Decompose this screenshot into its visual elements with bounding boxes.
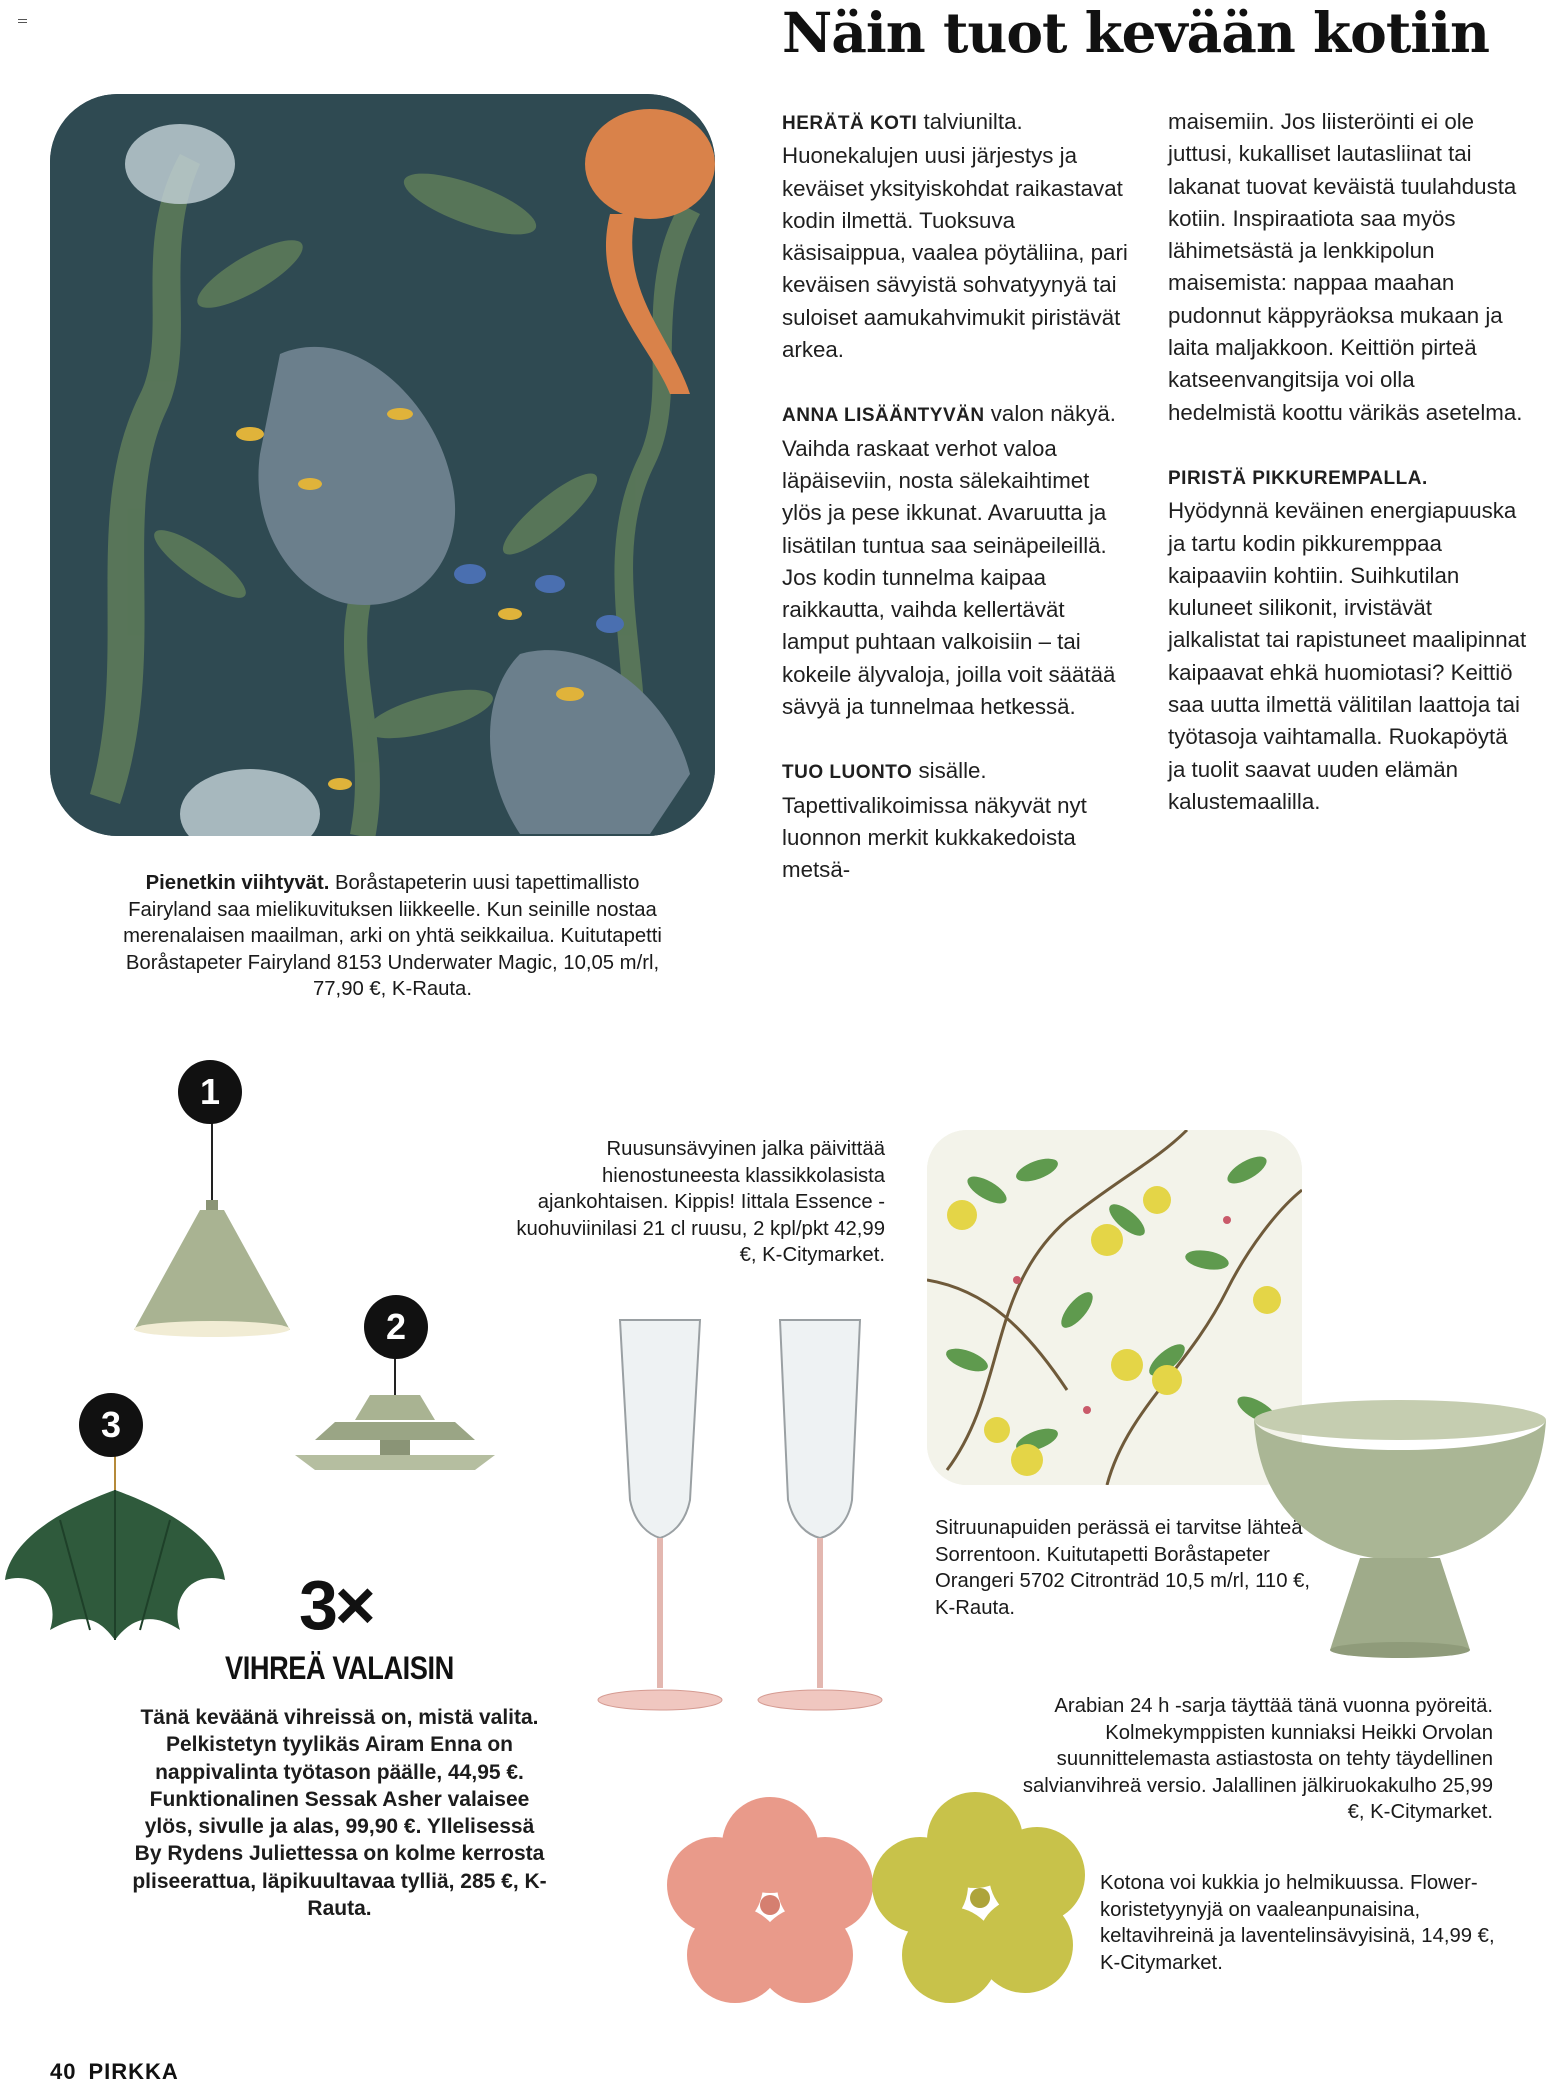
paragraph-heratä-koti: HERÄTÄ KOTI talviunilta. Huonekalujen uusi järjestys ja keväiset yksityiskohdat raikastavat kodin ilmettä. Tuoksuva käsisaippua, vaalea pöytäliina, pari keväisen sävyistä sohvatyynyä tai suloiset aamukahvimukit piristävät arkea.	[782, 109, 1128, 363]
lemon-tree-wallpaper-image	[927, 1130, 1302, 1485]
lamp-heading: VIHREÄ VALAISIN	[225, 1650, 454, 1686]
page-title: Näin tuot kevään kotiin	[782, 0, 1490, 65]
wallpaper-caption	[110, 870, 675, 1003]
badge-3: 3	[79, 1393, 143, 1457]
flower-cushions-image	[675, 1790, 1095, 2020]
badge-1: 1	[178, 1060, 242, 1124]
article-column-2	[1168, 106, 1528, 850]
magazine-name: PIRKKA	[88, 2059, 179, 2084]
badge-2: 2	[364, 1295, 428, 1359]
lamp-text: Tänä keväänä vihreissä on, mistä valita. Pelkistetyn tyylikäs Airam Enna on nappivalinta työtason päälle, 44,95 €. Funktionalinen Sessak Asher valaisee ylös, sivulle ja alas, 99,90 €. Yllelisessä By Rydens Juliettessa on kolme kerrosta pliseerattua, läpikuultavaa tylliä, 285 €, K-Rauta.	[132, 1706, 547, 1921]
bowl-caption: Arabian 24 h -sarja täyttää tänä vuonna pyöreitä. Kolmekymppisten kunniaksi Heikki Orvolan suunnittelemasta astiastosta on tehty täydellinen salvianvihreä versio. Jalallinen jälkiruokakulho 25,99 €, K-Citymarket.	[1022, 1695, 1493, 1823]
menu-icon[interactable]	[18, 19, 27, 25]
three-lamps-label: 3×	[299, 1566, 373, 1644]
underwater-wallpaper-image	[50, 94, 715, 836]
page-footer	[50, 2059, 179, 2085]
paragraph-tuo-luonto: TUO LUONTO sisälle. Tapettivalikoimissa näkyvät nyt luonnon merkit kukkakedoista metsä-	[782, 758, 1087, 883]
sage-dessert-bowl-image	[1250, 1400, 1550, 1660]
lemon-caption: Sitruunapuiden perässä ei tarvitse lähteä Sorrentoon. Kuitutapetti Boråstapeter Orangeri 5702 Citronträd 10,5 m/rl, 110 €, K-Rauta.	[935, 1517, 1311, 1619]
glass-caption: Ruusunsävyinen jalka päivittää hienostuneesta klassikkolasista ajankohtaisen. Kippis! Iittala Essence -kuohuviinilasi 21 cl ruusu, 2 kpl/pkt 42,99 €, K-Citymarket.	[516, 1138, 885, 1266]
flower-cushion-caption: Kotona voi kukkia jo helmikuussa. Flower-koristetyynyjä on vaaleanpunaisina, keltavihreinä ja laventelinsävyisinä, 14,99 €, K-Citymarket.	[1100, 1872, 1495, 1974]
pendant-lamp-2-image	[295, 1340, 495, 1490]
page-number: 40	[50, 2059, 77, 2084]
paragraph-continuation: maisemiin. Jos liisteröinti ei ole juttusi, kukalliset lautasliinat tai lakanat tuovat keväistä tuulahdusta kotiin. Inspiraatiota saa myös lähimetsästä ja lenkkipolun maisemista: nappaa maahan pudonnut käppyräoksa mukaan ja laita maljakkoon. Keittiön pirteä katseenvangitsija voi olla hedelmistä koottu värikäs asetelma.	[1168, 109, 1523, 425]
pleated-lamp-3-image	[0, 1450, 230, 1640]
champagne-glasses-image	[590, 1310, 920, 1730]
pendant-lamp-1-image	[130, 1090, 290, 1330]
article-column-1	[782, 106, 1132, 919]
paragraph-anna-lisaantyvan: ANNA LISÄÄNTYVÄN valon näkyä. Vaihda raskaat verhot valoa läpäiseviin, nosta sälekaihtimet ylös ja pese ikkunat. Avaruutta ja lisätilan tuntua saa seinäpeileillä. Jos kodin tunnelma kaipaa raikkautta, vaihda kellertävät lamput puhtaan valkoisiin – tai kokeile älyvaloja, joilla voit säätää sävyä ja tunnelmaa hetkessä.	[782, 401, 1116, 720]
paragraph-pirista-pikkurempalla: PIRISTÄ PIKKUREMPALLA. Hyödynnä keväinen energiapuuska ja tartu kodin pikkuremppaa kaipaaviin kohtiin. Suihkutilan kuluneet silikonit, irvistävät jalkalistat tai rapistuneet maalipinnat kaipaavat ehkä huomiotasi? Keittiö saa uutta ilmettä välitilan laattoja tai työtasoja vaihtamalla. Ruokapöytä ja tuolit saavat uuden elämän kalustemaalilla.	[1168, 467, 1527, 814]
wallpaper-caption-text: Boråstapeterin uusi tapettimallisto Fairyland saa mielikuvituksen liikkeelle. Kun seinille nostaa merenalaisen maailman, arki on yhtä seikkailua. Kuitutapetti Boråstapeter Fairyland 8153 Underwater Magic, 10,05 m/rl, 77,90 €, K-Rauta.	[123, 872, 662, 1000]
wallpaper-caption-lead: Pienetkin viihtyvät.	[145, 872, 330, 894]
